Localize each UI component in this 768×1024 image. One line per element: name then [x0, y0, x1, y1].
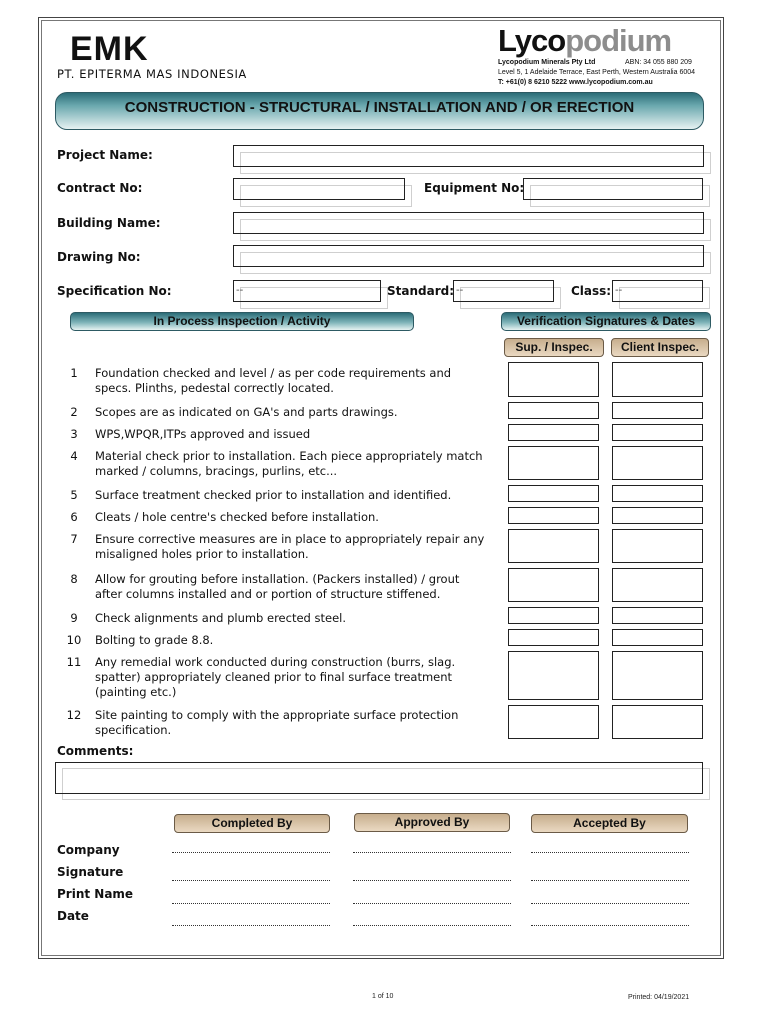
- accepted-date-line[interactable]: [531, 925, 689, 926]
- sup-inspec-box[interactable]: [508, 424, 599, 441]
- item-text: Allow for grouting before installation. (Packers installed) / grout after columns installed and or portion of structure stiffened.: [95, 572, 460, 601]
- item-text: Bolting to grade 8.8.: [95, 633, 214, 647]
- client-inspec-box[interactable]: [612, 402, 703, 419]
- sup-inspec-box[interactable]: [508, 402, 599, 419]
- item-text: Scopes are as indicated on GA's and parts drawings.: [95, 405, 398, 419]
- item-text: Check alignments and plumb erected steel.: [95, 611, 347, 625]
- sup-inspec-box[interactable]: [508, 485, 599, 502]
- item-number: 10: [66, 633, 82, 647]
- specification-no-value: --: [236, 285, 244, 296]
- verification-heading: Verification Signatures & Dates: [501, 312, 711, 331]
- project-name-label: Project Name:: [57, 148, 153, 162]
- specification-no-field[interactable]: [233, 280, 381, 302]
- item-number: 4: [70, 449, 78, 463]
- standard-label: Standard:: [387, 284, 455, 298]
- class-value: --: [615, 285, 623, 296]
- class-field[interactable]: [612, 280, 703, 302]
- item-text: Cleats / hole centre's checked before installation.: [95, 510, 379, 524]
- item-text: WPS,WPQR,ITPs approved and issued: [95, 427, 311, 441]
- item-number: 9: [70, 611, 78, 625]
- standard-field[interactable]: [453, 280, 554, 302]
- emk-logo: EMK: [70, 30, 149, 68]
- sup-inspec-box[interactable]: [508, 629, 599, 646]
- sup-inspec-box[interactable]: [508, 362, 599, 397]
- sup-inspec-box[interactable]: [508, 705, 599, 739]
- building-name-label: Building Name:: [57, 216, 161, 230]
- accepted-signature-line[interactable]: [531, 880, 689, 881]
- item-text: Surface treatment checked prior to installation and identified.: [95, 488, 452, 502]
- sup-inspec-box[interactable]: [508, 651, 599, 700]
- item-text: Site painting to comply with the appropriate surface protection specification.: [95, 708, 459, 737]
- completed-print-name-line[interactable]: [172, 903, 330, 904]
- item-text: Material check prior to installation. Each piece appropriately match marked / columns, bracings, purlins, etc...: [95, 449, 483, 478]
- printed-date: Printed: 04/19/2021: [628, 994, 690, 1001]
- client-inspec-box[interactable]: [612, 446, 703, 480]
- completed-signature-line[interactable]: [172, 880, 330, 881]
- client-inspec-box[interactable]: [612, 485, 703, 502]
- contract-no-label: Contract No:: [57, 181, 143, 195]
- client-inspec-box[interactable]: [612, 651, 703, 700]
- sup-inspec-header: Sup. / Inspec.: [504, 338, 604, 357]
- equipment-no-label: Equipment No:: [424, 181, 525, 195]
- comments-field[interactable]: [55, 762, 703, 794]
- page-number: 1 of 10: [372, 993, 394, 1000]
- item-number: 2: [70, 405, 78, 419]
- client-inspec-box[interactable]: [612, 529, 703, 563]
- logo-part-2: podium: [565, 23, 672, 58]
- comments-label: Comments:: [57, 744, 134, 758]
- drawing-no-field[interactable]: [233, 245, 704, 267]
- company-name: PT. EPITERMA MAS INDONESIA: [57, 67, 247, 81]
- item-number: 8: [70, 572, 78, 586]
- lycopodium-logo: [498, 24, 671, 58]
- item-text: Any remedial work conducted during construction (burrs, slag. spatter) appropriately cleaned prior to final surface treatment (painting etc.): [95, 655, 456, 699]
- sup-inspec-box[interactable]: [508, 529, 599, 563]
- completed-by-header: Completed By: [174, 814, 330, 833]
- accepted-by-header: Accepted By: [531, 814, 688, 833]
- building-name-field[interactable]: [233, 212, 704, 234]
- client-inspec-box[interactable]: [612, 607, 703, 624]
- class-label: Class:: [571, 284, 612, 298]
- signature-row-label: Signature: [57, 865, 124, 879]
- sup-inspec-box[interactable]: [508, 446, 599, 480]
- standard-value: --: [456, 285, 464, 296]
- item-number: 11: [66, 655, 82, 669]
- sup-inspec-box[interactable]: [508, 568, 599, 602]
- activity-heading: In Process Inspection / Activity: [70, 312, 414, 331]
- approved-date-line[interactable]: [353, 925, 511, 926]
- accepted-print-name-line[interactable]: [531, 903, 689, 904]
- client-inspec-box[interactable]: [612, 629, 703, 646]
- form-title: CONSTRUCTION - STRUCTURAL / INSTALLATION AND / OR ERECTION: [55, 92, 704, 130]
- client-address: Level 5, 1 Adelaide Terrace, East Perth, Western Australia 6004: [498, 69, 696, 76]
- sup-inspec-box[interactable]: [508, 507, 599, 524]
- item-text: Foundation checked and level / as per code requirements and specs. Plinths, pedestal correctly located.: [95, 366, 452, 395]
- client-abn: ABN: 34 055 880 209: [625, 59, 692, 66]
- client-inspec-box[interactable]: [612, 424, 703, 441]
- item-number: 7: [70, 532, 78, 546]
- client-inspec-box[interactable]: [612, 507, 703, 524]
- item-text: Ensure corrective measures are in place to appropriately repair any misaligned holes prior to installation.: [95, 532, 485, 561]
- date-row-label: Date: [57, 909, 89, 923]
- accepted-company-line[interactable]: [531, 852, 689, 853]
- item-number: 6: [70, 510, 78, 524]
- approved-company-line[interactable]: [353, 852, 511, 853]
- sup-inspec-box[interactable]: [508, 607, 599, 624]
- completed-date-line[interactable]: [172, 925, 330, 926]
- project-name-field[interactable]: [233, 145, 704, 167]
- client-contact: T: +61(0) 8 6210 5222 www.lycopodium.com.au: [498, 79, 653, 86]
- completed-company-line[interactable]: [172, 852, 330, 853]
- client-inspec-header: Client Inspec.: [611, 338, 709, 357]
- client-inspec-box[interactable]: [612, 362, 703, 397]
- client-inspec-box[interactable]: [612, 568, 703, 602]
- equipment-no-field[interactable]: [523, 178, 703, 200]
- specification-no-label: Specification No:: [57, 284, 172, 298]
- print-name-row-label: Print Name: [57, 887, 134, 901]
- logo-part-1: Lyco: [498, 23, 566, 58]
- approved-by-header: Approved By: [354, 813, 510, 832]
- client-inspec-box[interactable]: [612, 705, 703, 739]
- approved-print-name-line[interactable]: [353, 903, 511, 904]
- contract-no-field[interactable]: [233, 178, 405, 200]
- client-legal-name: Lycopodium Minerals Pty Ltd: [498, 59, 596, 66]
- item-number: 1: [70, 366, 78, 380]
- company-row-label: Company: [57, 843, 120, 857]
- item-number: 12: [66, 708, 82, 722]
- item-number: 3: [70, 427, 78, 441]
- drawing-no-label: Drawing No:: [57, 250, 141, 264]
- approved-signature-line[interactable]: [353, 880, 511, 881]
- item-number: 5: [70, 488, 78, 502]
